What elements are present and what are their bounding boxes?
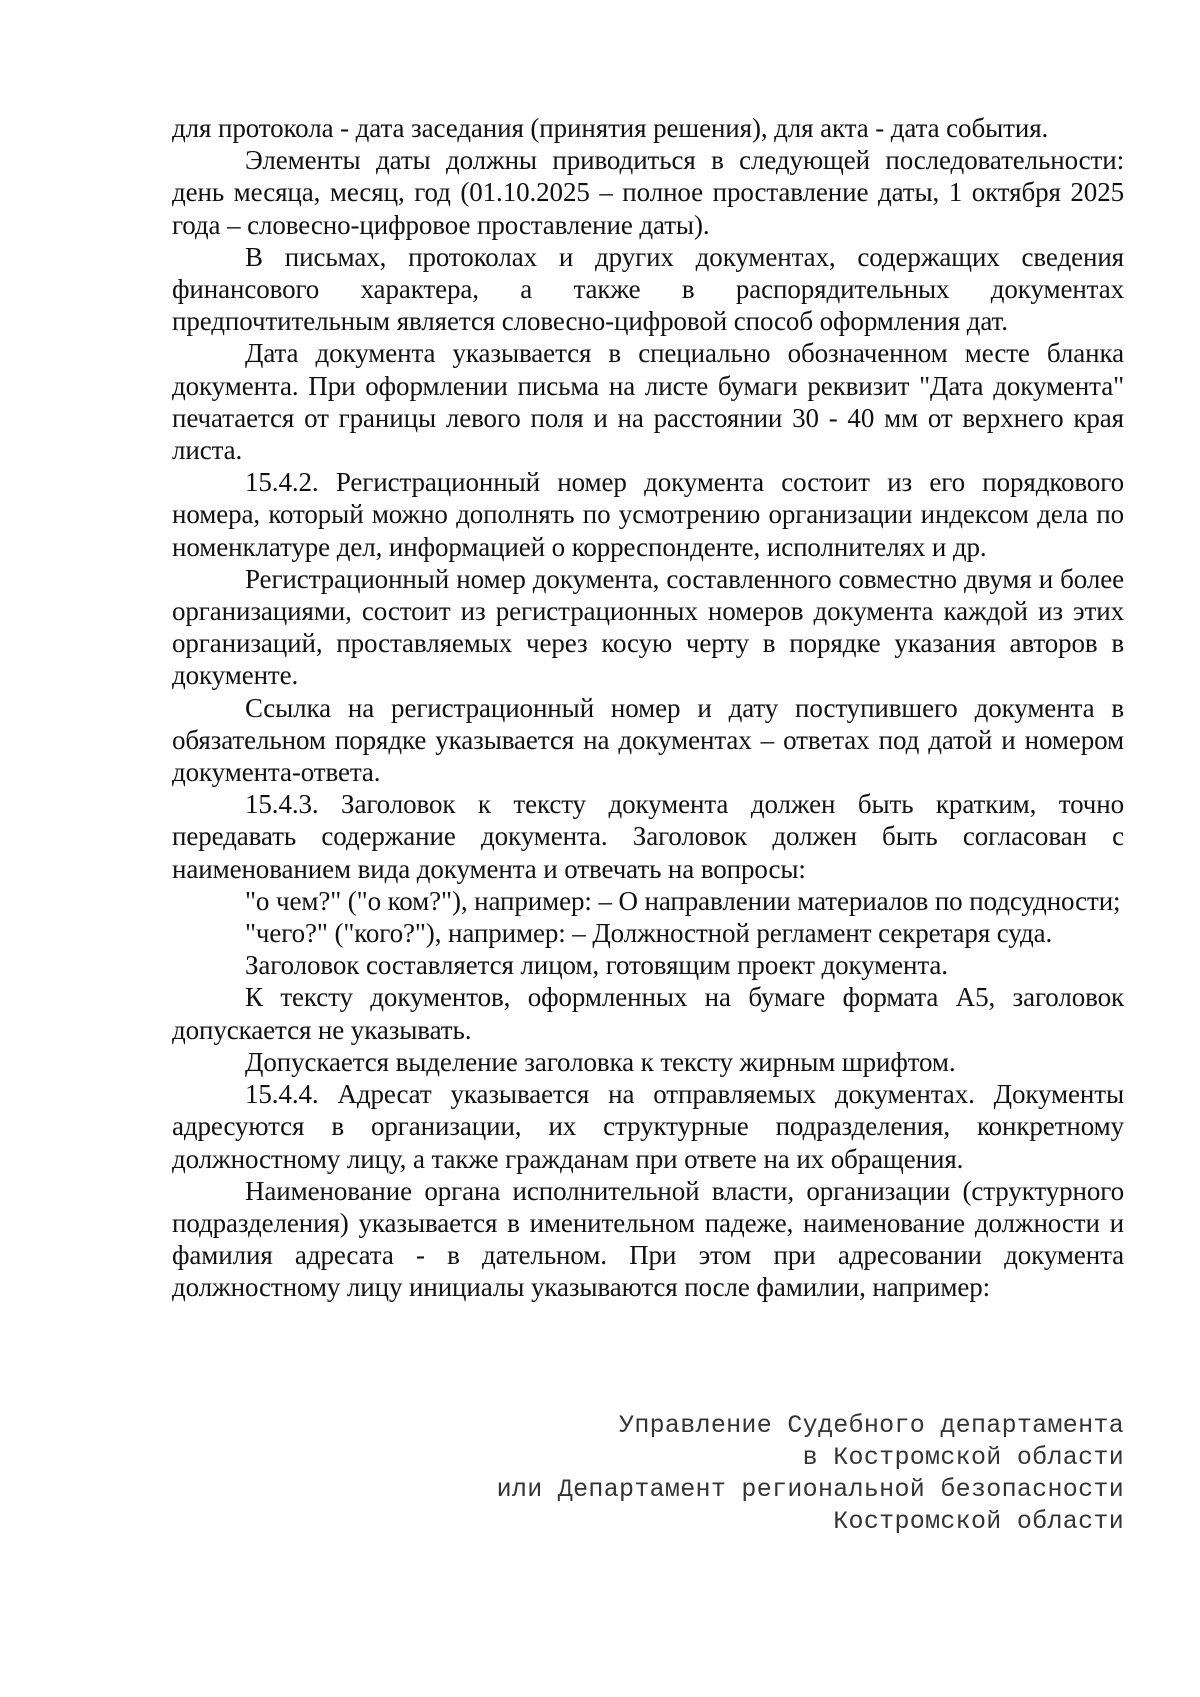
paragraph-date-placement: Дата документа указывается в специально обозначенном месте бланка документа. При оформлении письма на листе бумаги реквизит "Дата документа" печатается от границы левого поля и на расстоянии 30 - 40 мм от верхнего края листа. bbox=[172, 338, 1124, 466]
address-line: в Костромской области bbox=[802, 1443, 1124, 1472]
paragraph-15-4-2: 15.4.2. Регистрационный номер документа состоит из его порядкового номера, который можно дополнять по усмотрению организации индексом дела по номенклатуре дел, информацией о корреспонденте, исполнителях и др. bbox=[172, 467, 1124, 562]
address-line: или Департамент региональной безопасности bbox=[496, 1475, 1124, 1504]
paragraph-question-about-what: "о чем?" ("о ком?"), например: – О направлении материалов по подсудности; bbox=[245, 885, 1121, 916]
paragraph-financial-dates: В письмах, протоколах и других документах, содержащих сведения финансового характера, а также в распорядительных документах предпочтительным является словесно-цифровой способ оформления дат. bbox=[172, 241, 1124, 337]
paragraph-bold-title: Допускается выделение заголовка к тексту жирным шрифтом. bbox=[245, 1046, 956, 1077]
paragraph-15-4-4: 15.4.4. Адресат указывается на отправляемых документах. Документы адресуются в организации, их структурные подразделения, конкретному должностному лицу, а также гражданам при ответе на их обращения. bbox=[172, 1079, 1124, 1174]
paragraph-15-4-3: 15.4.3. Заголовок к тексту документа должен быть кратким, точно передавать содержание документа. Заголовок должен быть согласован с наименованием вида документа и отвечать на вопросы: bbox=[172, 789, 1124, 884]
paragraph-joint-registration: Регистрационный номер документа, составленного совместно двумя и более организациями, состоит из регистрационных номеров документа каждой из этих организаций, проставляемых через косую черту в порядке указания авторов в документе. bbox=[172, 563, 1124, 691]
address-line: Управление Судебного департамента bbox=[619, 1411, 1124, 1440]
address-example bbox=[497, 1410, 1124, 1538]
paragraph-title-author: Заголовок составляется лицом, готовящим проект документа. bbox=[245, 950, 948, 981]
paragraph-date-elements: Элементы даты должны приводиться в следующей последовательности: день месяца, месяц, год (01.10.2025 – полное проставление даты, 1 октября 2025 года – словесно-цифровое проставление даты). bbox=[172, 145, 1124, 240]
paragraph-reference-link: Ссылка на регистрационный номер и дату поступившего документа в обязательном порядке указывается на документах – ответах под датой и номером документа-ответа. bbox=[172, 692, 1124, 788]
paragraph-protocol-date: для протокола - дата заседания (принятия решения), для акта - дата события. bbox=[172, 113, 1049, 143]
paragraph-addressee-naming: Наименование органа исполнительной власти, организации (структурного подразделения) указывается в именительном падеже, наименование должности и фамилия адресата - в дательном. При этом при адресовании документа должностному лицу инициалы указываются после фамилии, например: bbox=[172, 1175, 1124, 1303]
paragraph-a5-format: К тексту документов, оформленных на бумаге формата А5, заголовок допускается не указывать. bbox=[172, 982, 1124, 1045]
paragraph-question-of-what: "чего?" ("кого?"), например: – Должностной регламент секретаря суда. bbox=[245, 918, 1053, 949]
document-body bbox=[172, 112, 1124, 1304]
address-line: Костромской области bbox=[833, 1507, 1124, 1536]
